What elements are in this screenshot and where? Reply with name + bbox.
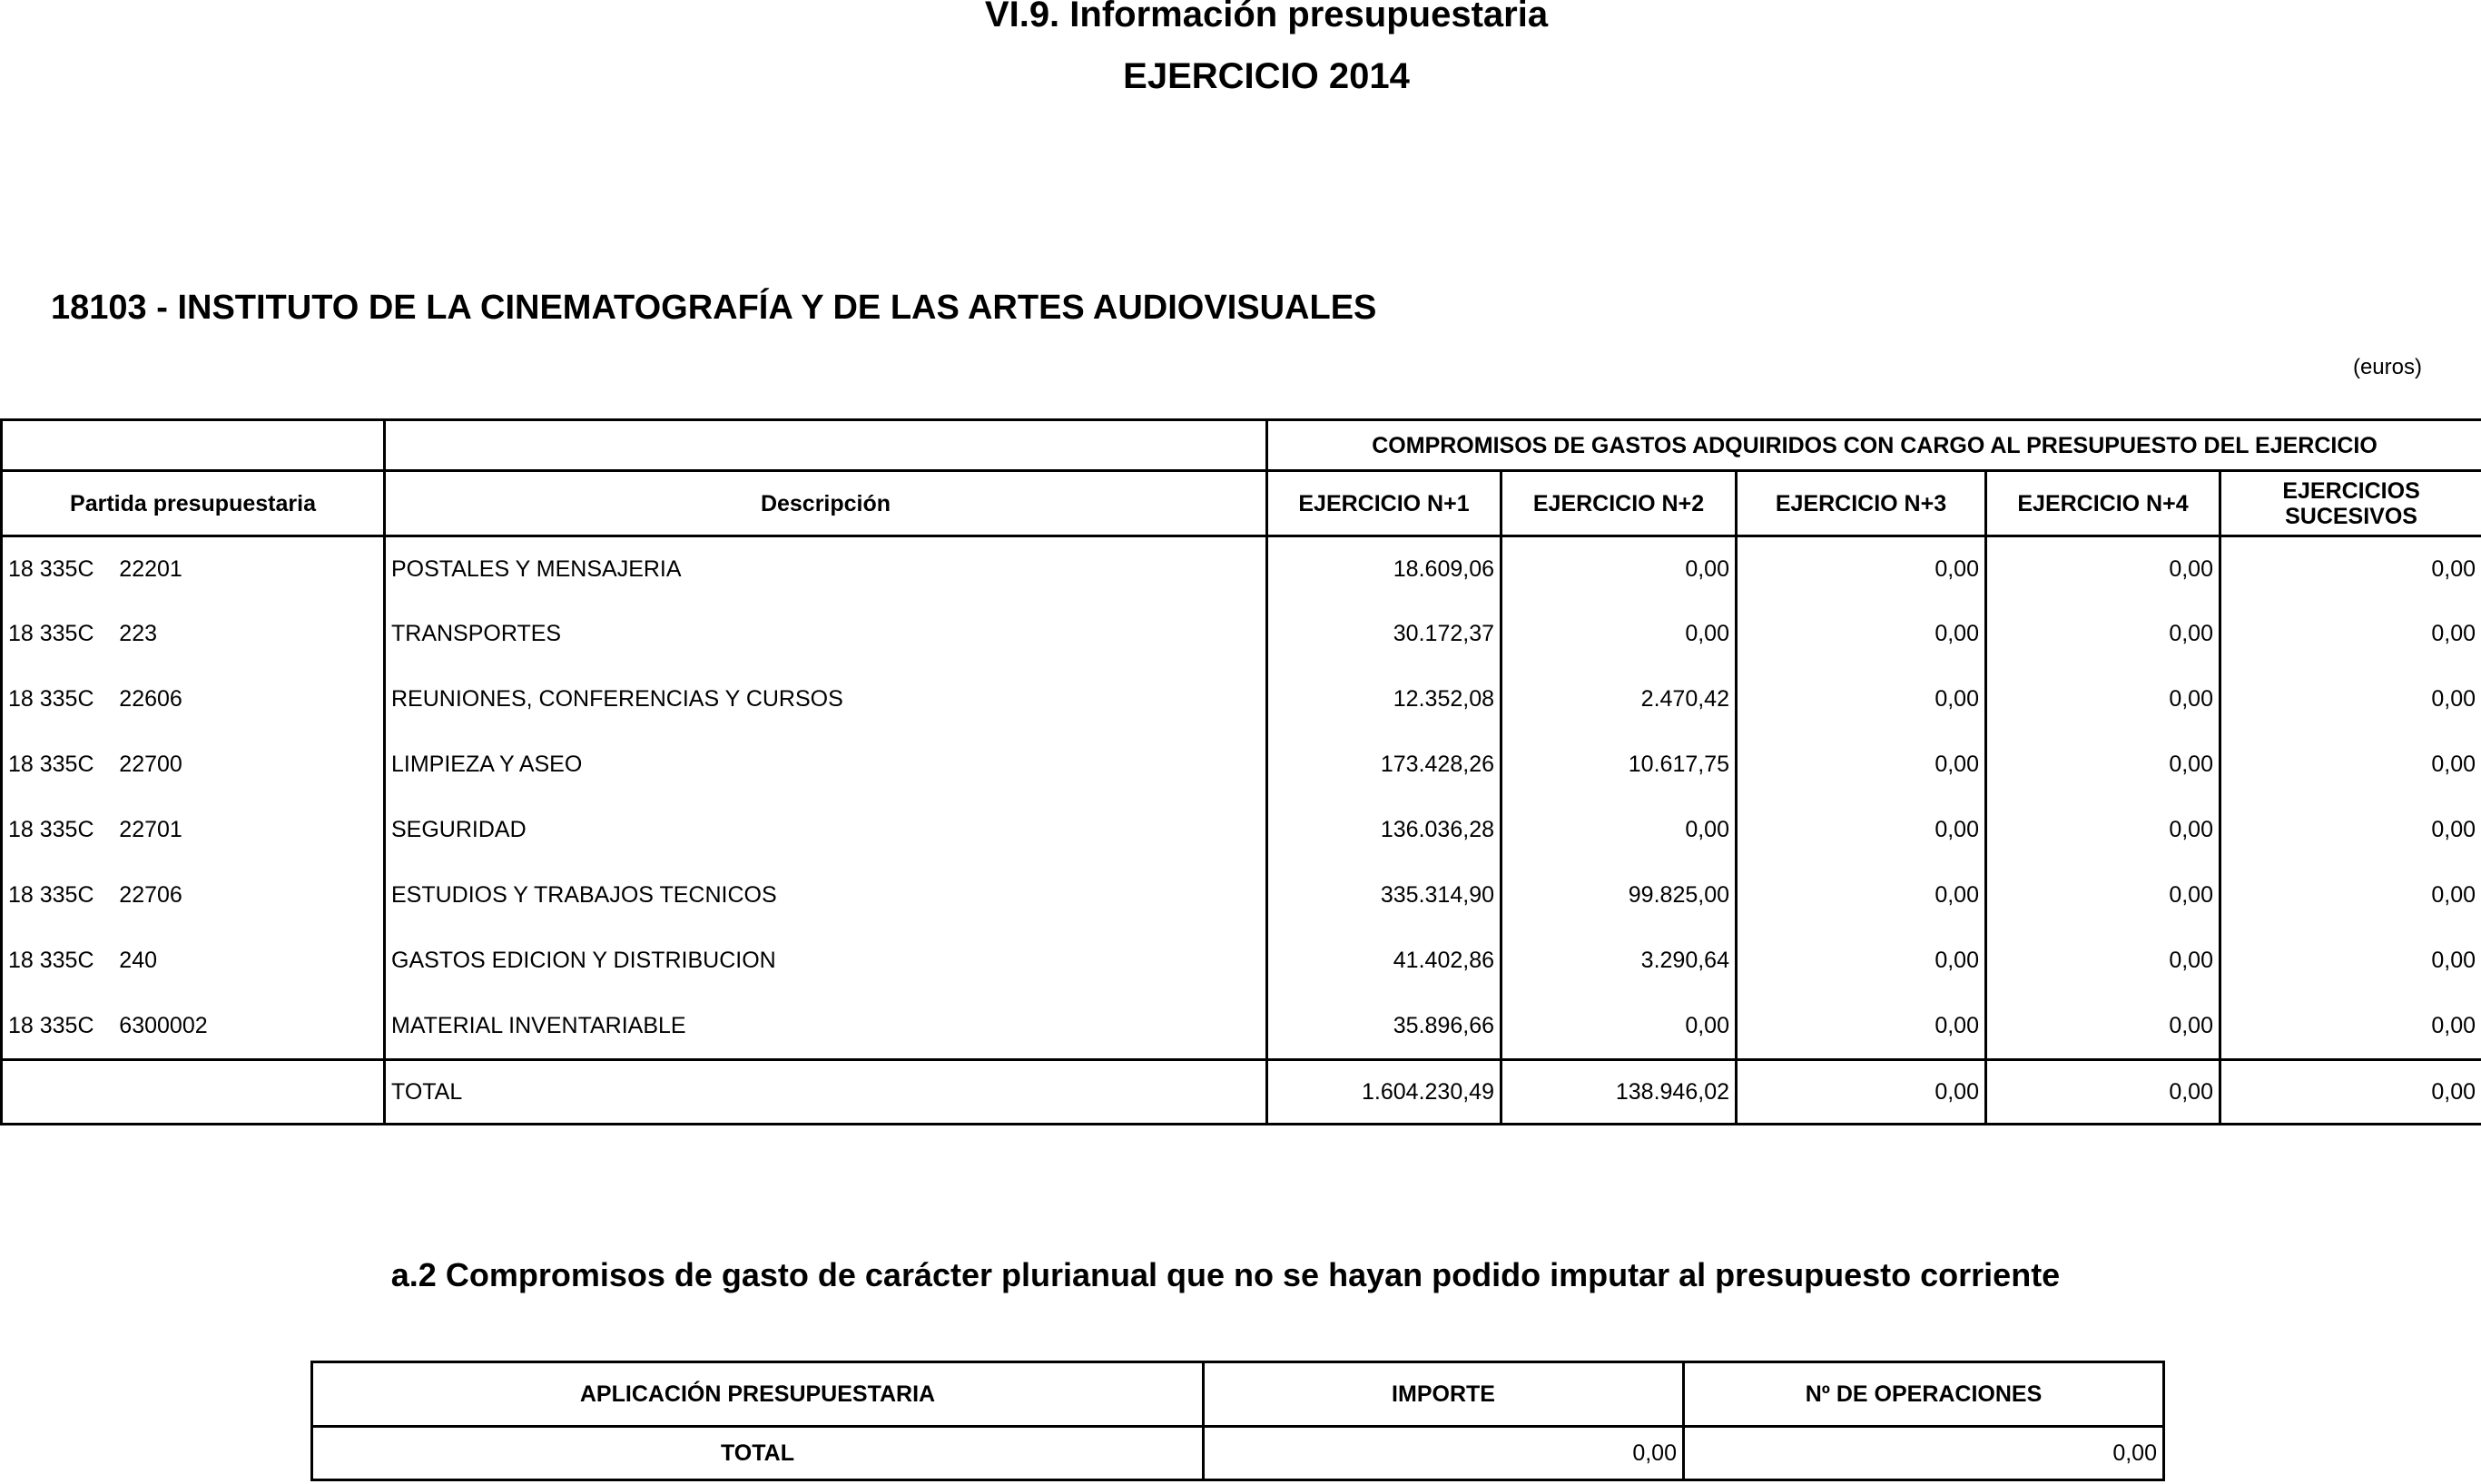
cell-suc: 0,00	[2220, 732, 2481, 797]
cell-n3: 0,00	[1737, 666, 1986, 732]
col-header-descripcion: Descripción	[385, 471, 1267, 536]
cell-suc: 0,00	[2220, 601, 2481, 666]
a2-total-importe: 0,00	[1204, 1427, 1684, 1480]
cell-desc: POSTALES Y MENSAJERIA	[385, 536, 1267, 602]
table-row	[2, 928, 2481, 993]
cell-desc: TRANSPORTES	[385, 601, 1267, 666]
cell-n2: 0,00	[1501, 993, 1737, 1060]
cell-n3: 0,00	[1737, 601, 1986, 666]
cell-n2: 0,00	[1501, 797, 1737, 862]
total-sucesivos: 0,00	[2220, 1060, 2481, 1125]
table-row	[2, 732, 2481, 797]
col-header-n3: EJERCICIO N+3	[1737, 471, 1986, 536]
cell-n4: 0,00	[1986, 732, 2220, 797]
plurianual-table	[310, 1361, 2165, 1481]
col-header-n2: EJERCICIO N+2	[1501, 471, 1737, 536]
cell-n4: 0,00	[1986, 993, 2220, 1060]
exercise-title: EJERCICIO 2014	[1123, 56, 1410, 96]
section-a2-title: a.2 Compromisos de gasto de carácter plurianual que no se hayan podido imputar al presupuesto corriente	[390, 1256, 2061, 1293]
cell-suc: 0,00	[2220, 928, 2481, 993]
total-n3: 0,00	[1737, 1060, 1986, 1125]
table-row	[2, 862, 2481, 928]
cell-n1: 18.609,06	[1267, 536, 1501, 602]
cell-n1: 335.314,90	[1267, 862, 1501, 928]
a2-total-operaciones: 0,00	[1684, 1427, 2164, 1480]
cell-n4: 0,00	[1986, 797, 2220, 862]
cell-partida: 18 335C 22701	[2, 797, 385, 862]
total-blank	[2, 1060, 385, 1125]
cell-suc: 0,00	[2220, 666, 2481, 732]
cell-partida: 18 335C 6300002	[2, 993, 385, 1060]
cell-suc: 0,00	[2220, 536, 2481, 602]
section-title: VI.9. Información presupuestaria	[984, 0, 1549, 34]
col-header-partida: Partida presupuestaria	[2, 471, 385, 536]
cell-n4: 0,00	[1986, 862, 2220, 928]
table-row	[2, 993, 2481, 1060]
cell-n2: 0,00	[1501, 601, 1737, 666]
entity-title: 18103 - INSTITUTO DE LA CINEMATOGRAFÍA Y DE LAS ARTES AUDIOVISUALES	[51, 289, 1377, 327]
cell-n1: 30.172,37	[1267, 601, 1501, 666]
cell-n2: 3.290,64	[1501, 928, 1737, 993]
cell-partida: 18 335C 22700	[2, 732, 385, 797]
cell-n4: 0,00	[1986, 601, 2220, 666]
col-header-n4: EJERCICIO N+4	[1986, 471, 2220, 536]
cell-partida: 18 335C 22606	[2, 666, 385, 732]
cell-n2: 99.825,00	[1501, 862, 1737, 928]
cell-desc: SEGURIDAD	[385, 797, 1267, 862]
cell-desc: LIMPIEZA Y ASEO	[385, 732, 1267, 797]
header-blank-1	[2, 420, 385, 471]
cell-desc: MATERIAL INVENTARIABLE	[385, 993, 1267, 1060]
table-row	[2, 536, 2481, 602]
cell-n1: 173.428,26	[1267, 732, 1501, 797]
cell-suc: 0,00	[2220, 993, 2481, 1060]
cell-n3: 0,00	[1737, 928, 1986, 993]
unit-label: (euros)	[2352, 355, 2422, 379]
col-header-aplicacion: APLICACIÓN PRESUPUESTARIA	[312, 1362, 1204, 1427]
table-row	[2, 797, 2481, 862]
group-header: COMPROMISOS DE GASTOS ADQUIRIDOS CON CARGO AL PRESUPUESTO DEL EJERCICIO	[1267, 420, 2481, 471]
col-header-n1: EJERCICIO N+1	[1267, 471, 1501, 536]
cell-n3: 0,00	[1737, 797, 1986, 862]
cell-desc: ESTUDIOS Y TRABAJOS TECNICOS	[385, 862, 1267, 928]
col-header-sucesivos: EJERCICIOS SUCESIVOS	[2220, 471, 2481, 536]
cell-n2: 10.617,75	[1501, 732, 1737, 797]
cell-n3: 0,00	[1737, 732, 1986, 797]
cell-n1: 136.036,28	[1267, 797, 1501, 862]
cell-n1: 41.402,86	[1267, 928, 1501, 993]
table-row	[2, 666, 2481, 732]
cell-n1: 35.896,66	[1267, 993, 1501, 1060]
total-n2: 138.946,02	[1501, 1060, 1737, 1125]
total-row	[2, 1060, 2481, 1125]
cell-desc: GASTOS EDICION Y DISTRIBUCION	[385, 928, 1267, 993]
total-n4: 0,00	[1986, 1060, 2220, 1125]
a2-total-label: TOTAL	[312, 1427, 1204, 1480]
cell-partida: 18 335C 22706	[2, 862, 385, 928]
col-header-importe: IMPORTE	[1204, 1362, 1684, 1427]
cell-n2: 2.470,42	[1501, 666, 1737, 732]
table-row	[2, 601, 2481, 666]
cell-n3: 0,00	[1737, 993, 1986, 1060]
cell-suc: 0,00	[2220, 797, 2481, 862]
cell-n3: 0,00	[1737, 862, 1986, 928]
total-label: TOTAL	[385, 1060, 1267, 1125]
cell-partida: 18 335C 22201	[2, 536, 385, 602]
cell-partida: 18 335C 240	[2, 928, 385, 993]
cell-n4: 0,00	[1986, 536, 2220, 602]
total-n1: 1.604.230,49	[1267, 1060, 1501, 1125]
cell-suc: 0,00	[2220, 862, 2481, 928]
a2-total-row	[312, 1427, 2164, 1480]
cell-n1: 12.352,08	[1267, 666, 1501, 732]
cell-n4: 0,00	[1986, 666, 2220, 732]
header-blank-2	[385, 420, 1267, 471]
cell-partida: 18 335C 223	[2, 601, 385, 666]
cell-desc: REUNIONES, CONFERENCIAS Y CURSOS	[385, 666, 1267, 732]
commitments-table	[0, 418, 2481, 1125]
cell-n4: 0,00	[1986, 928, 2220, 993]
col-header-operaciones: Nº DE OPERACIONES	[1684, 1362, 2164, 1427]
cell-n3: 0,00	[1737, 536, 1986, 602]
cell-n2: 0,00	[1501, 536, 1737, 602]
